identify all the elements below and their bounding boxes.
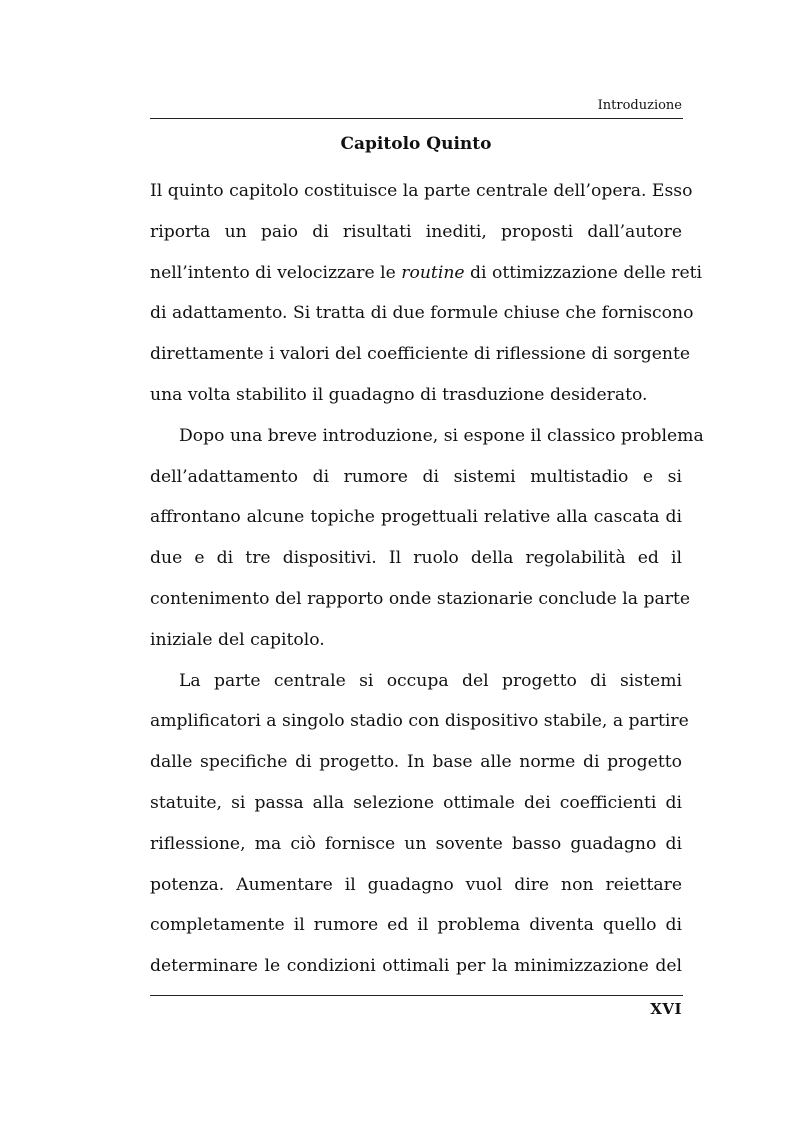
paragraph-3-line-4: statuite, si passa alla selezione ottimale dei coefficienti di xyxy=(150,792,682,813)
running-header: Introduzione xyxy=(597,98,682,113)
header-rule xyxy=(150,118,683,119)
text-segment: di ottimizzazione delle reti xyxy=(464,262,703,283)
paragraph-2-line-1: Dopo una breve introduzione, si espone il classico problema xyxy=(179,425,704,446)
body-text xyxy=(150,171,704,987)
emphasis-routine: routine xyxy=(401,262,465,283)
paragraph-1-line-1: Il quinto capitolo costituisce la parte centrale dell’opera. Esso xyxy=(150,181,693,201)
page-number: XVI xyxy=(650,1000,682,1018)
chapter-title: Capitolo Quinto xyxy=(340,134,492,154)
paragraph-3-line-6: potenza. Aumentare il guadagno vuol dire non reiettare xyxy=(150,874,682,895)
paragraph-3-line-1: La parte centrale si occupa del progetto di sistemi xyxy=(179,670,682,691)
paragraph-3-line-8: determinare le condizioni ottimali per la minimizzazione del xyxy=(150,956,682,977)
paragraph-2-line-4: due e di tre dispositivi. Il ruolo della regolabilità ed il xyxy=(150,548,682,569)
paragraph-1-line-4: di adattamento. Si tratta di due formule chiuse che forniscono xyxy=(150,303,694,324)
paragraph-3-line-2: amplificatori a singolo stadio con dispositivo stabile, a partire xyxy=(150,711,689,732)
paragraph-2-line-3: affrontano alcune topiche progettuali relative alla cascata di xyxy=(150,507,682,528)
paragraph-2-line-5: contenimento del rapporto onde stazionarie conclude la parte xyxy=(150,588,691,609)
paragraph-2-line-2: dell’adattamento di rumore di sistemi multistadio e si xyxy=(150,466,682,487)
paragraph-3-line-5: riflessione, ma ciò fornisce un sovente basso guadagno di xyxy=(150,833,682,854)
paragraph-3-line-3: dalle specifiche di progetto. In base alle norme di progetto xyxy=(150,752,682,773)
text-segment: nell’intento di velocizzare le xyxy=(150,262,402,283)
paragraph-3-line-7: completamente il rumore ed il problema diventa quello di xyxy=(150,915,682,936)
paragraph-1-line-2: riporta un paio di risultati inediti, proposti dall’autore xyxy=(150,221,682,242)
footer-rule xyxy=(150,995,683,996)
paragraph-1-line-6: una volta stabilito il guadagno di trasduzione desiderato. xyxy=(150,384,648,405)
paragraph-1-line-3 xyxy=(150,253,703,294)
paragraph-1-line-5: direttamente i valori del coefficiente di riflessione di sorgente xyxy=(150,344,691,365)
paragraph-2-line-6: iniziale del capitolo. xyxy=(150,629,325,650)
